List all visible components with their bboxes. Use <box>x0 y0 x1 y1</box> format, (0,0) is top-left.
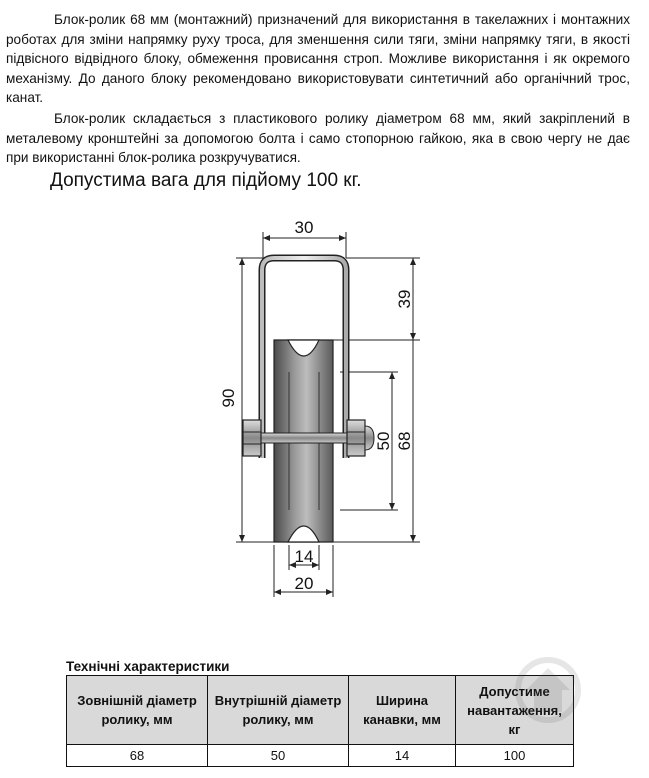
specs-table <box>66 675 574 767</box>
header-inner-diameter: Внутрішній діаметр ролику, мм <box>208 676 349 745</box>
max-load-heading: Допустима вага для підйому 100 кг. <box>50 170 362 191</box>
header-groove-width: Ширина канавки, мм <box>349 676 456 745</box>
watermark-logo <box>512 650 584 730</box>
value-inner-diameter: 50 <box>208 745 349 767</box>
specs-title: Технічні характеристики <box>66 659 230 674</box>
header-max-load: Допустиме навантаження, кг <box>456 676 574 745</box>
dim-total-height: 90 <box>219 388 238 408</box>
dim-top-offset: 39 <box>395 289 414 309</box>
dim-roller-width: 20 <box>294 574 314 593</box>
roller-block-drawing <box>0 195 649 615</box>
dim-groove-width: 14 <box>294 547 314 566</box>
description-paragraph-2: Блок-ролик складається з пластикового ролику діаметром 68 мм, який закріплений в металевому кронштейні за допомогою болта і само стопорною гайкою, яка в свою чергу не дає при використанні блок-ролика розкручуватися. <box>6 111 630 166</box>
dim-inner-diameter: 50 <box>374 431 393 451</box>
value-max-load: 100 <box>456 745 574 767</box>
description-paragraph-1: Блок-ролик 68 мм (монтажний) призначений для використання в такелажних і монтажних роботах для зміни напрямку руху троса, для зменшення сили тяги, зміни напрямку тяги, в якості підвісного відвідного блоку, обмеження провисання строп. Можливе використання і як окремого механізму. До даного блоку рекомендовано використовувати синтетичний або органічний трос, канат. <box>6 12 630 106</box>
specs-header-row <box>67 676 574 745</box>
dim-top-width: 30 <box>294 218 314 237</box>
value-groove-width: 14 <box>349 745 456 767</box>
dim-outer-diameter: 68 <box>395 431 414 451</box>
specs-value-row <box>67 745 574 767</box>
header-outer-diameter: Зовнішній діаметр ролику, мм <box>67 676 208 745</box>
value-outer-diameter: 68 <box>67 745 208 767</box>
